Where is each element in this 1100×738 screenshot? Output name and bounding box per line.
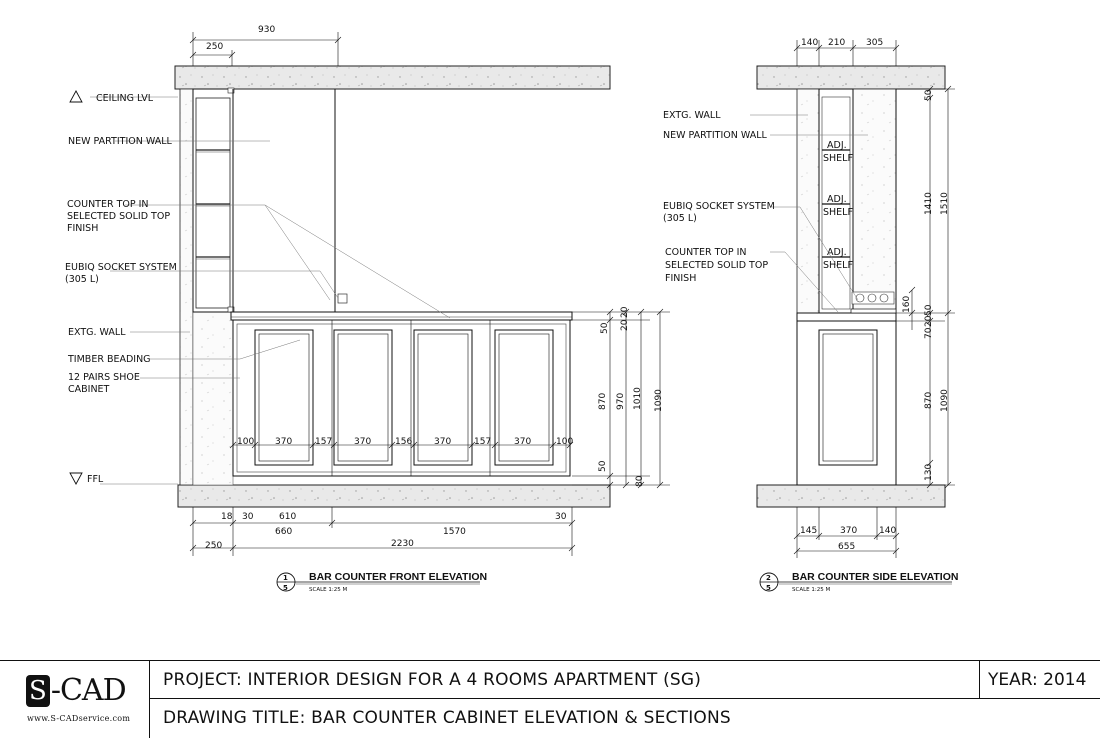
- side-sheet-number: 5: [766, 584, 771, 592]
- label-extg-wall: EXTG. WALL: [68, 327, 126, 338]
- dim-250-bottom: 250: [205, 541, 223, 551]
- side-label-new-partition: NEW PARTITION WALL: [663, 130, 767, 141]
- shelf1-adj: ADJ.: [827, 140, 847, 151]
- side-dim-70: 70: [924, 327, 934, 339]
- side-right-dimensions: [896, 86, 955, 488]
- title-block: [0, 660, 1100, 737]
- company-logo: [0, 661, 150, 738]
- side-dim-140-bottom: 140: [879, 526, 897, 536]
- side-dim-50b: 50: [924, 304, 934, 316]
- side-dim-130: 130: [924, 463, 934, 481]
- dim-610: 610: [279, 512, 297, 522]
- side-cabinet: [797, 321, 896, 485]
- dim-door-gap-left: 100: [237, 437, 255, 447]
- dim-30: 30: [242, 512, 254, 522]
- label-ceiling-lvl: CEILING LVL: [96, 93, 154, 104]
- side-label-counter-top-line2: SELECTED SOLID TOP: [665, 260, 769, 271]
- dim-18: 18: [221, 512, 233, 522]
- side-sockets: [852, 292, 894, 304]
- ffl-level-marker: [70, 473, 82, 484]
- shelf3-adj: ADJ.: [827, 247, 847, 258]
- ceiling-level-marker: [70, 91, 82, 102]
- label-shoe-cabinet-line2: CABINET: [68, 384, 110, 395]
- dim-30-right: 30: [555, 512, 567, 522]
- side-label-socket-line1: EUBIQ SOCKET SYSTEM: [663, 201, 775, 212]
- dim-20b: 20: [620, 306, 630, 318]
- dim-1090: 1090: [654, 389, 664, 412]
- dim-gap-157a: 157: [315, 437, 333, 447]
- side-dim-20: 20: [924, 315, 934, 327]
- project-name: PROJECT: INTERIOR DESIGN FOR A 4 ROOMS APARTMENT (SG): [150, 661, 980, 699]
- side-dim-1090: 1090: [940, 389, 950, 412]
- side-existing-wall: [797, 89, 819, 313]
- label-counter-top-line3: FINISH: [67, 223, 99, 234]
- dim-door-2: 370: [354, 437, 372, 447]
- label-counter-top-line2: SELECTED SOLID TOP: [67, 211, 171, 222]
- dim-1570: 1570: [443, 527, 466, 537]
- front-view-scale: SCALE 1:25 M: [309, 587, 348, 593]
- side-elevation: [663, 38, 958, 593]
- dim-50-top: 50: [600, 322, 610, 334]
- dim-930: 930: [258, 25, 276, 35]
- socket: [338, 294, 347, 303]
- counter-top: [231, 312, 572, 320]
- side-dim-870: 870: [924, 391, 934, 409]
- partition-cabinet: [193, 89, 233, 312]
- logo-mark: [26, 675, 126, 707]
- existing-wall: [180, 89, 193, 485]
- front-elevation: [65, 25, 670, 593]
- front-sheet-number: 5: [283, 584, 288, 592]
- side-dim-210: 210: [828, 38, 846, 48]
- front-view-number: 1: [283, 574, 288, 582]
- side-view-scale: SCALE 1:25 M: [792, 587, 831, 593]
- dim-gap-157b: 157: [474, 437, 492, 447]
- dim-970: 970: [616, 392, 626, 410]
- side-dim-370: 370: [840, 526, 858, 536]
- dim-door-4: 370: [514, 437, 532, 447]
- shelf1-shelf: SHELF: [823, 153, 853, 164]
- label-shoe-cabinet-line1: 12 PAIRS SHOE: [68, 372, 140, 383]
- side-partition-wall: [853, 89, 896, 313]
- dim-870: 870: [598, 392, 608, 410]
- label-socket-line2: (305 L): [65, 274, 99, 285]
- floor-slab: [178, 485, 610, 507]
- shoe-cabinet: [233, 320, 570, 476]
- shelf3-shelf: SHELF: [823, 260, 853, 271]
- project-year: YEAR: 2014: [980, 661, 1100, 699]
- side-ceiling-slab: [757, 66, 945, 89]
- logo-text: -CAD: [50, 673, 126, 708]
- shelf2-adj: ADJ.: [827, 194, 847, 205]
- dim-door-1: 370: [275, 437, 293, 447]
- dim-250-top: 250: [206, 42, 224, 52]
- dim-20a: 20: [620, 319, 630, 331]
- side-dim-50-top: 50: [924, 89, 934, 101]
- dim-door-gap-right: 100: [556, 437, 574, 447]
- front-view-name: BAR COUNTER FRONT ELEVATION: [309, 571, 488, 583]
- dim-2230: 2230: [391, 539, 414, 549]
- side-dim-655: 655: [838, 542, 856, 552]
- shelf2-shelf: SHELF: [823, 207, 853, 218]
- dim-1010: 1010: [633, 387, 643, 410]
- dim-80: 80: [635, 475, 645, 487]
- label-socket-line1: EUBIQ SOCKET SYSTEM: [65, 262, 177, 273]
- label-timber-beading: TIMBER BEADING: [68, 354, 151, 365]
- dim-door-3: 370: [434, 437, 452, 447]
- side-dim-1410: 1410: [924, 192, 934, 215]
- side-view-title: [760, 571, 958, 593]
- front-view-title: [277, 571, 487, 593]
- side-dim-140-top: 140: [801, 38, 819, 48]
- side-view-name: BAR COUNTER SIDE ELEVATION: [792, 571, 959, 583]
- label-new-partition-wall: NEW PARTITION WALL: [68, 136, 172, 147]
- dim-50-bottom: 50: [598, 460, 608, 472]
- side-label-socket-line2: (305 L): [663, 213, 697, 224]
- label-counter-top-line1: COUNTER TOP IN: [67, 199, 149, 210]
- side-view-number: 2: [766, 574, 771, 582]
- side-label-extg-wall: EXTG. WALL: [663, 110, 721, 121]
- ceiling-slab: [175, 66, 610, 89]
- logo-url: www.S-CADservice.com: [27, 714, 131, 723]
- side-counter-top: [797, 313, 896, 321]
- side-dim-1510: 1510: [940, 192, 950, 215]
- dim-660: 660: [275, 527, 293, 537]
- side-floor-slab: [757, 485, 945, 507]
- logo-letter: S: [26, 675, 50, 707]
- side-dim-160: 160: [902, 295, 912, 313]
- label-ffl: FFL: [87, 474, 104, 485]
- side-dim-145: 145: [800, 526, 818, 536]
- side-dim-305: 305: [866, 38, 884, 48]
- side-label-counter-top-line1: COUNTER TOP IN: [665, 247, 747, 258]
- side-label-counter-top-line3: FINISH: [665, 273, 697, 284]
- drawing-title: DRAWING TITLE: BAR COUNTER CABINET ELEVATION & SECTIONS: [163, 708, 731, 728]
- dim-gap-156: 156: [395, 437, 413, 447]
